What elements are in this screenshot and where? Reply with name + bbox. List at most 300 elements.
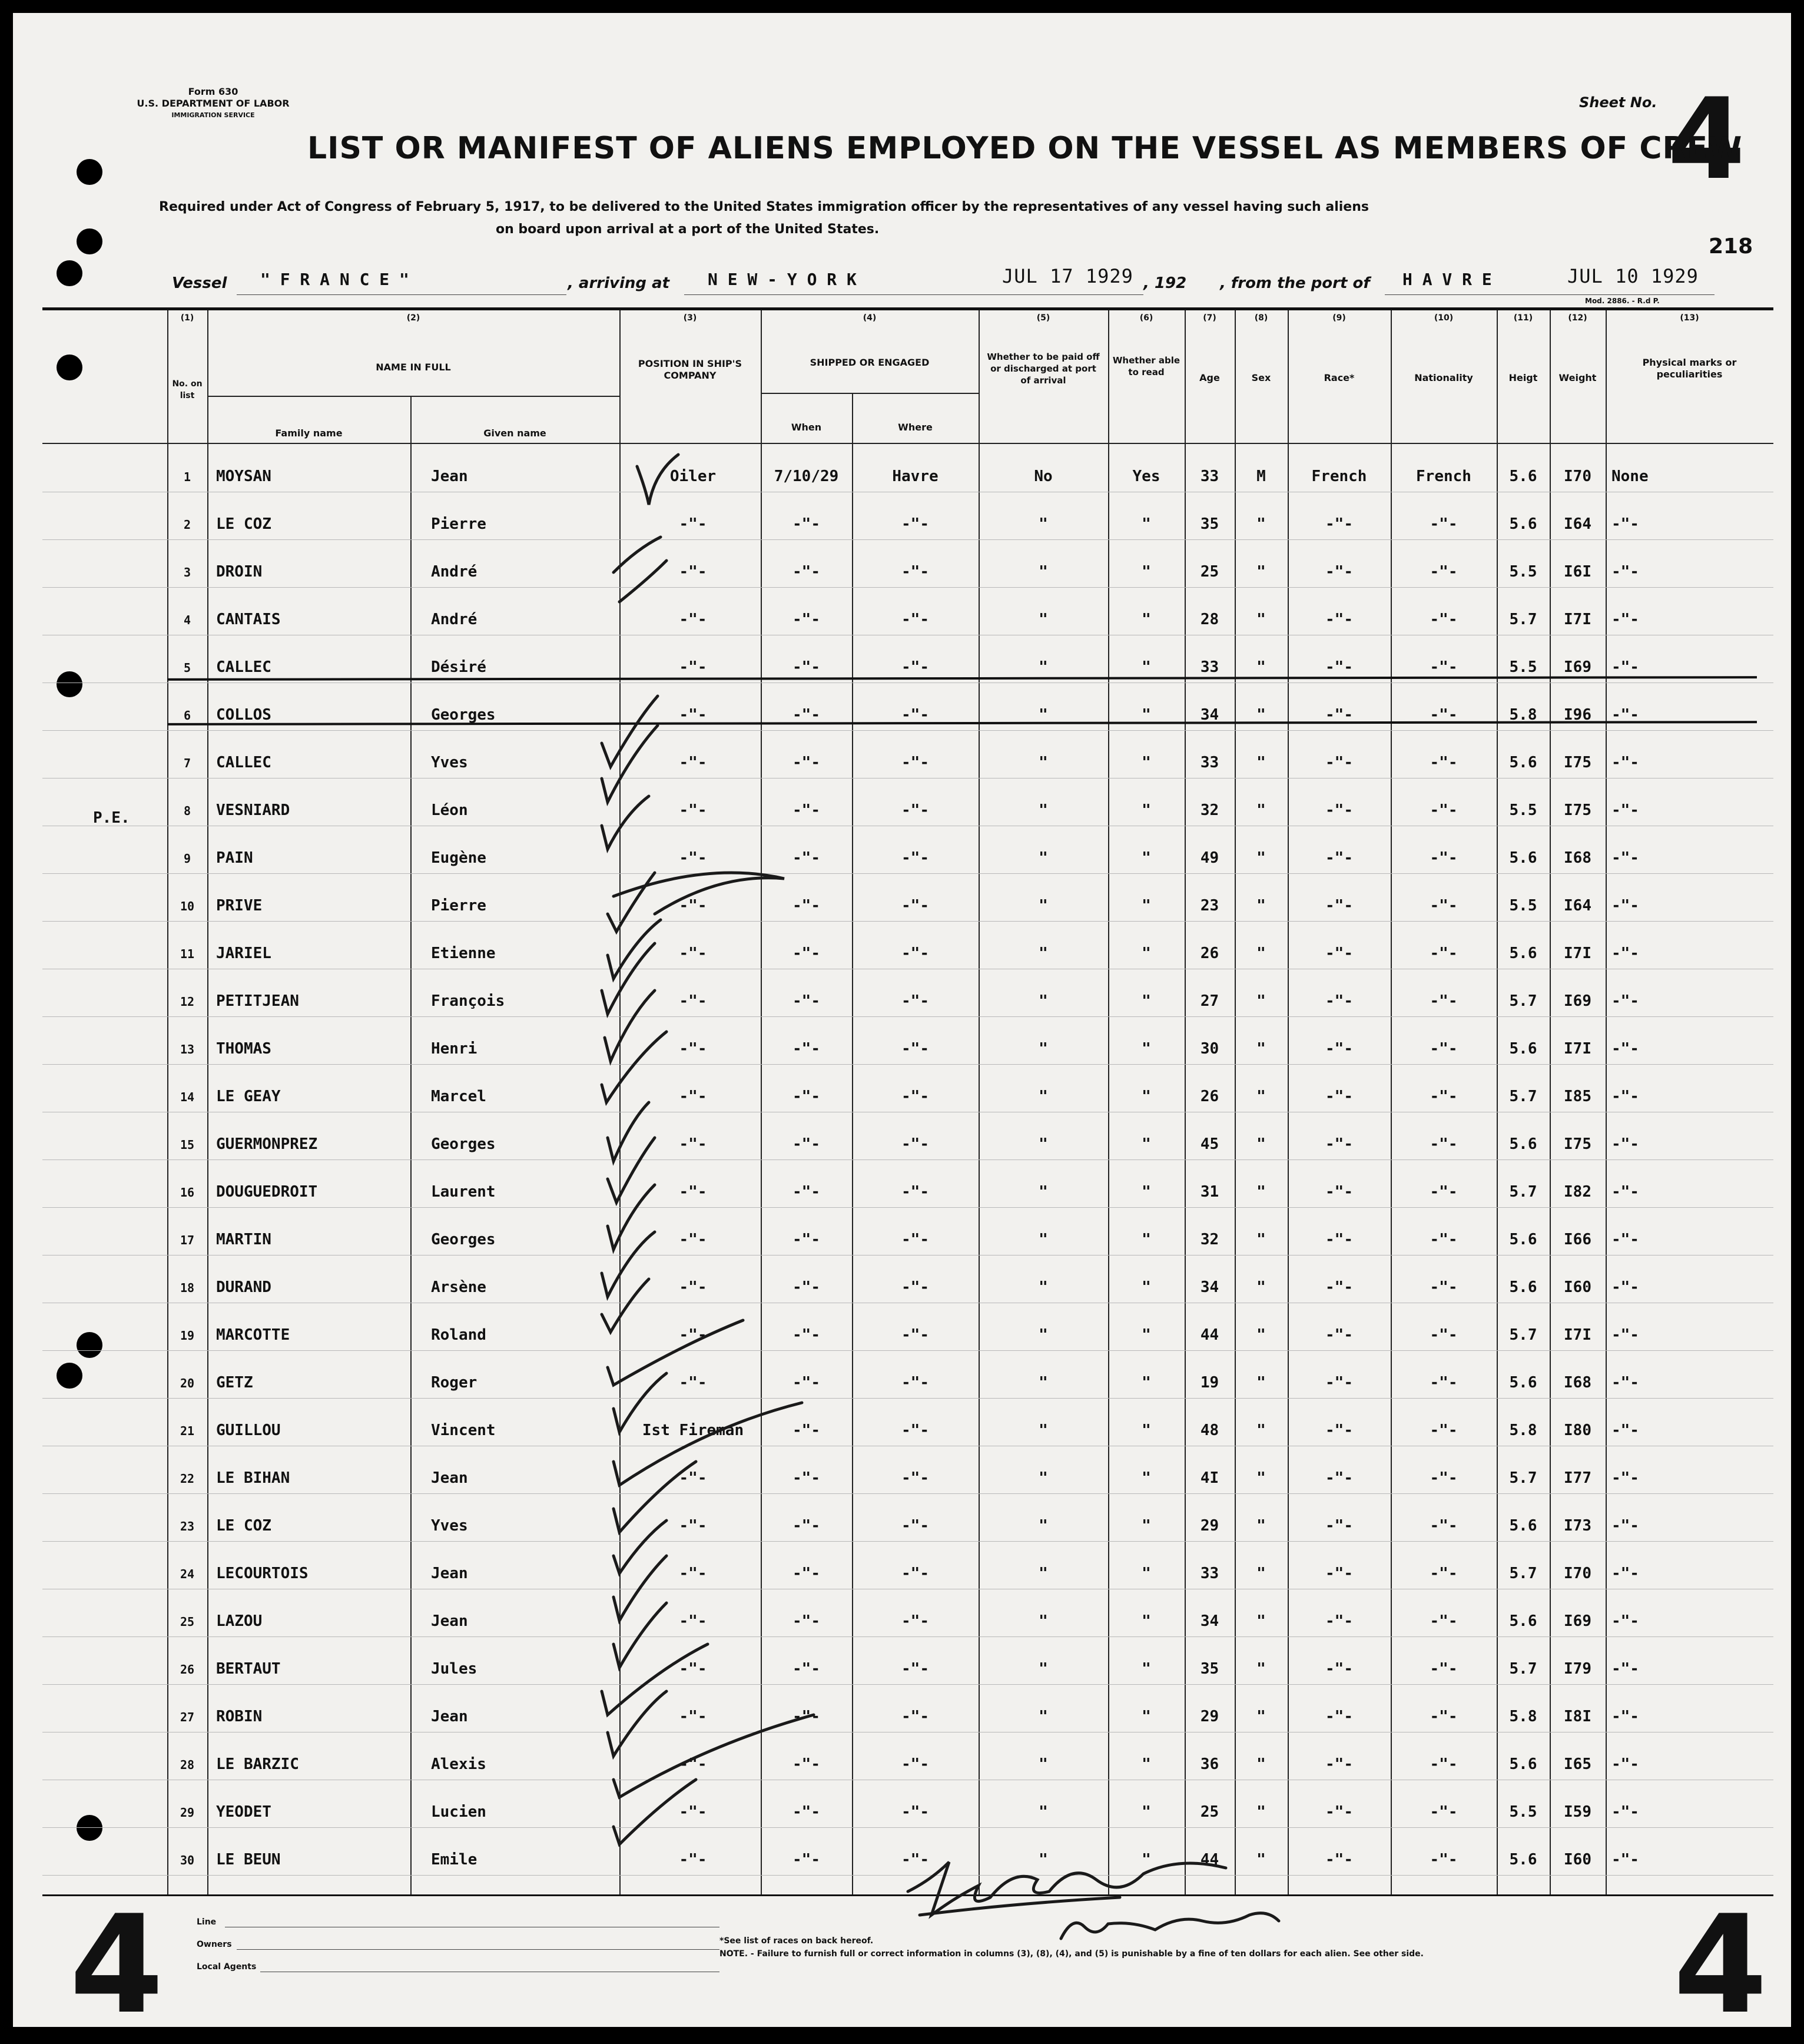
cell-weight: I82: [1564, 1183, 1591, 1201]
cell-no: 3: [183, 565, 191, 579]
corner-number-right: 4: [1673, 1887, 1768, 2044]
cell-height: 5.7: [1509, 1660, 1537, 1678]
cell-weight: I6I: [1564, 563, 1591, 581]
cell-weight: I77: [1564, 1469, 1591, 1487]
underline: [237, 1949, 719, 1950]
cell-when: -"-: [792, 1851, 820, 1869]
header-family-name: Family name: [275, 428, 343, 439]
cell-given: Jean: [431, 1708, 468, 1725]
cell-sex: ": [1256, 1803, 1266, 1821]
cell-nat: -"-: [1430, 1755, 1458, 1773]
cell-when: -"-: [792, 1517, 820, 1535]
cell-no: 15: [180, 1138, 195, 1152]
cell-weight: I69: [1564, 1612, 1591, 1630]
column-divider: [410, 396, 412, 1894]
header-name-in-full: NAME IN FULL: [376, 362, 451, 373]
cell-given: Pierre: [431, 897, 486, 915]
cell-family: VESNIARD: [216, 801, 290, 819]
check-marks: [590, 449, 837, 1850]
cell-marks: -"-: [1611, 1231, 1639, 1248]
row-rule: [42, 539, 1773, 540]
col-num: (8): [1254, 313, 1268, 323]
col-num: (9): [1332, 313, 1346, 323]
cell-marks: -"-: [1611, 897, 1639, 915]
cell-no: 18: [180, 1281, 195, 1295]
mod-note: Mod. 2886. - R.d P.: [1585, 297, 1660, 305]
cell-weight: I75: [1564, 1135, 1591, 1153]
cell-no: 29: [180, 1806, 195, 1820]
cell-height: 5.7: [1509, 1088, 1537, 1105]
from-label: , from the port of: [1220, 274, 1370, 292]
cell-sex: ": [1256, 801, 1266, 819]
cell-paid: No: [1034, 468, 1053, 485]
cell-age: 45: [1200, 1135, 1219, 1153]
cell-sex: ": [1256, 897, 1266, 915]
cell-nat: -"-: [1430, 1088, 1458, 1105]
cell-family: PAIN: [216, 849, 253, 867]
cell-no: 24: [180, 1567, 195, 1581]
header-race: Race*: [1324, 372, 1355, 383]
cell-race: French: [1311, 468, 1367, 485]
cell-race: -"-: [1325, 849, 1353, 867]
cell-sex: ": [1256, 1326, 1266, 1344]
cell-age: 4I: [1200, 1469, 1219, 1487]
cell-read: ": [1142, 1612, 1151, 1630]
cell-family: LE BIHAN: [216, 1469, 290, 1487]
cell-race: -"-: [1325, 945, 1353, 962]
cell-height: 5.6: [1509, 1851, 1537, 1869]
check-mark: [614, 1603, 666, 1668]
subtitle-line-2: on board upon arrival at a port of the United States.: [496, 222, 880, 237]
cell-no: 4: [183, 613, 191, 627]
cell-nat: -"-: [1430, 658, 1458, 676]
cell-where: -"-: [901, 1708, 929, 1725]
cell-paid: ": [1039, 992, 1048, 1010]
cell-position: Ist Fireman: [642, 1422, 744, 1439]
cell-where: -"-: [901, 658, 929, 676]
cell-weight: I7I: [1564, 1040, 1591, 1058]
cell-paid: ": [1039, 706, 1048, 724]
punch-hole: [57, 671, 82, 697]
cell-read: ": [1142, 992, 1151, 1010]
cell-where: Havre: [892, 468, 939, 485]
cell-paid: ": [1039, 754, 1048, 771]
cell-position: -"-: [679, 1803, 707, 1821]
cell-sex: ": [1256, 1660, 1266, 1678]
cell-position: -"-: [679, 1565, 707, 1582]
cell-age: 35: [1200, 515, 1219, 533]
cell-marks: -"-: [1611, 1469, 1639, 1487]
cell-family: LECOURTOIS: [216, 1565, 309, 1582]
cell-nat: -"-: [1430, 992, 1458, 1010]
cell-family: MARCOTTE: [216, 1326, 290, 1344]
cell-given: Jean: [431, 468, 468, 485]
cell-marks: -"-: [1611, 1755, 1639, 1773]
cell-sex: ": [1256, 992, 1266, 1010]
cell-age: 23: [1200, 897, 1219, 915]
cell-where: -"-: [901, 992, 929, 1010]
cell-given: Roland: [431, 1326, 486, 1344]
cell-marks: -"-: [1611, 1851, 1639, 1869]
cell-family: GUILLOU: [216, 1422, 281, 1439]
cell-family: LE BARZIC: [216, 1755, 299, 1773]
cell-when: -"-: [792, 563, 820, 581]
cell-height: 5.7: [1509, 992, 1537, 1010]
cell-height: 5.7: [1509, 611, 1537, 628]
arrival-date-stamp: JUL 17 1929: [1002, 265, 1133, 287]
cell-read: ": [1142, 1565, 1151, 1582]
cell-family: BERTAUT: [216, 1660, 281, 1678]
cell-no: 21: [180, 1424, 195, 1438]
underline: [1385, 294, 1715, 295]
cell-when: -"-: [792, 1135, 820, 1153]
cell-marks: -"-: [1611, 1374, 1639, 1392]
cell-given: Jules: [431, 1660, 477, 1678]
cell-race: -"-: [1325, 1851, 1353, 1869]
cell-marks: -"-: [1611, 1803, 1639, 1821]
punch-hole: [77, 228, 102, 254]
cell-sex: ": [1256, 1183, 1266, 1201]
cell-height: 5.6: [1509, 1517, 1537, 1535]
row-rule: [42, 1636, 1773, 1637]
cell-no: 14: [180, 1090, 195, 1104]
cell-marks: -"-: [1611, 945, 1639, 962]
departure-date-stamp: JUL 10 1929: [1567, 265, 1699, 287]
cell-marks: -"-: [1611, 611, 1639, 628]
cell-given: Emile: [431, 1851, 477, 1869]
cell-when: -"-: [792, 706, 820, 724]
cell-marks: -"-: [1611, 1040, 1639, 1058]
cell-position: -"-: [679, 1135, 707, 1153]
cell-given: François: [431, 992, 505, 1010]
cell-sex: ": [1256, 1278, 1266, 1296]
cell-no: 2: [183, 518, 191, 532]
cell-weight: I8I: [1564, 1708, 1591, 1725]
sheet-number: 4: [1667, 74, 1746, 204]
row-rule: [42, 1541, 1773, 1542]
cell-age: 28: [1200, 611, 1219, 628]
cell-position: -"-: [679, 992, 707, 1010]
departure-port: H A V R E: [1402, 270, 1492, 289]
cell-marks: -"-: [1611, 849, 1639, 867]
cell-when: -"-: [792, 1088, 820, 1105]
cell-when: -"-: [792, 1803, 820, 1821]
cell-family: DOUGUEDROIT: [216, 1183, 318, 1201]
owners-label: Owners: [197, 1940, 232, 1949]
cell-when: -"-: [792, 945, 820, 962]
cell-nat: -"-: [1430, 1612, 1458, 1630]
header-able-to-read: Whether able to read: [1112, 355, 1180, 377]
cell-read: ": [1142, 1851, 1151, 1869]
cell-marks: -"-: [1611, 754, 1639, 771]
form-block: [125, 86, 301, 121]
cell-height: 5.5: [1509, 801, 1537, 819]
cell-no: 22: [180, 1472, 195, 1486]
cell-position: -"-: [679, 1612, 707, 1630]
cell-paid: ": [1039, 1326, 1048, 1344]
cell-nat: -"-: [1430, 1422, 1458, 1439]
cell-age: 34: [1200, 706, 1219, 724]
cell-age: 44: [1200, 1851, 1219, 1869]
cell-position: -"-: [679, 1183, 707, 1201]
cell-where: -"-: [901, 1231, 929, 1248]
row-rule: [42, 1684, 1773, 1685]
cell-race: -"-: [1325, 1231, 1353, 1248]
header-age: Age: [1199, 372, 1220, 383]
cell-read: ": [1142, 515, 1151, 533]
cell-race: -"-: [1325, 1708, 1353, 1725]
cell-height: 5.5: [1509, 1803, 1537, 1821]
cell-given: Georges: [431, 1135, 496, 1153]
cell-race: -"-: [1325, 1803, 1353, 1821]
cell-nat: -"-: [1430, 515, 1458, 533]
cell-paid: ": [1039, 1660, 1048, 1678]
cell-when: 7/10/29: [774, 468, 839, 485]
cell-race: -"-: [1325, 897, 1353, 915]
cell-weight: I64: [1564, 897, 1591, 915]
cell-height: 5.8: [1509, 706, 1537, 724]
row-rule: [42, 1493, 1773, 1494]
cell-weight: I7I: [1564, 1326, 1591, 1344]
cell-where: -"-: [901, 1660, 929, 1678]
cell-race: -"-: [1325, 1374, 1353, 1392]
subtitle-line-1: Required under Act of Congress of February 5, 1917, to be delivered to the United States immigration officer by the representatives of any vessel having such aliens: [159, 200, 1369, 214]
cell-paid: ": [1039, 1517, 1048, 1535]
col-num: (1): [180, 313, 194, 323]
cell-no: 16: [180, 1185, 195, 1200]
cell-marks: -"-: [1611, 515, 1639, 533]
cell-weight: I69: [1564, 992, 1591, 1010]
cell-race: -"-: [1325, 1469, 1353, 1487]
cell-age: 32: [1200, 1231, 1219, 1248]
check-mark: [608, 1691, 666, 1756]
cell-given: Arsène: [431, 1278, 486, 1296]
cell-nat: -"-: [1430, 1278, 1458, 1296]
cell-read: ": [1142, 1755, 1151, 1773]
underline: [684, 294, 1143, 295]
header-shipped: SHIPPED OR ENGAGED: [810, 357, 930, 368]
cell-position: -"-: [679, 849, 707, 867]
header-no-on-list: No. on list: [172, 379, 203, 400]
cell-family: LE COZ: [216, 515, 271, 533]
cell-given: Eugène: [431, 849, 486, 867]
cell-where: -"-: [901, 897, 929, 915]
cell-no: 7: [183, 756, 191, 770]
cell-race: -"-: [1325, 515, 1353, 533]
cell-given: Léon: [431, 801, 468, 819]
cell-read: ": [1142, 1803, 1151, 1821]
cell-paid: ": [1039, 897, 1048, 915]
cell-nat: French: [1416, 468, 1471, 485]
cell-when: -"-: [792, 897, 820, 915]
cell-paid: ": [1039, 1851, 1048, 1869]
cell-no: 12: [180, 995, 195, 1009]
punch-hole: [77, 1815, 102, 1841]
cell-race: -"-: [1325, 1565, 1353, 1582]
col-num: (3): [683, 313, 697, 323]
cell-age: 26: [1200, 945, 1219, 962]
cell-height: 5.6: [1509, 1755, 1537, 1773]
cell-position: -"-: [679, 1040, 707, 1058]
cell-sex: ": [1256, 515, 1266, 533]
header-nationality: Nationality: [1414, 372, 1473, 383]
cell-weight: I60: [1564, 1851, 1591, 1869]
cell-no: 28: [180, 1758, 195, 1772]
col-num: (4): [863, 313, 877, 323]
cell-where: -"-: [901, 1088, 929, 1105]
cell-race: -"-: [1325, 1135, 1353, 1153]
cell-height: 5.8: [1509, 1708, 1537, 1725]
header-weight: Weight: [1558, 372, 1597, 383]
cell-when: -"-: [792, 1660, 820, 1678]
cell-no: 5: [183, 661, 191, 675]
cell-position: Oiler: [669, 468, 717, 485]
cell-when: -"-: [792, 1183, 820, 1201]
cell-sex: ": [1256, 1708, 1266, 1725]
cell-position: -"-: [679, 801, 707, 819]
cell-age: 27: [1200, 992, 1219, 1010]
cell-marks: -"-: [1611, 1088, 1639, 1105]
cell-age: 36: [1200, 1755, 1219, 1773]
cell-nat: -"-: [1430, 1660, 1458, 1678]
cell-read: ": [1142, 1660, 1151, 1678]
cell-read: ": [1142, 801, 1151, 819]
header-bottom-rule: [42, 443, 1773, 444]
cell-weight: I70: [1564, 468, 1591, 485]
cell-where: -"-: [901, 611, 929, 628]
cell-sex: ": [1256, 706, 1266, 724]
cell-paid: ": [1039, 1755, 1048, 1773]
row-rule: [42, 730, 1773, 731]
cell-where: -"-: [901, 1040, 929, 1058]
cell-position: -"-: [679, 897, 707, 915]
cell-age: 30: [1200, 1040, 1219, 1058]
penalty-note: NOTE. - Failure to furnish full or correct information in columns (3), (8), (4), and (5) is punishable by a fine of ten dollars for each alien. See other side.: [719, 1949, 1424, 1959]
cell-sex: ": [1256, 1088, 1266, 1105]
cell-sex: ": [1256, 1374, 1266, 1392]
cell-position: -"-: [679, 1660, 707, 1678]
punch-hole: [57, 260, 82, 286]
races-note: *See list of races on back hereof.: [719, 1936, 874, 1946]
cell-read: ": [1142, 1088, 1151, 1105]
cell-paid: ": [1039, 849, 1048, 867]
cell-read: Yes: [1132, 468, 1160, 485]
department: U.S. DEPARTMENT OF LABOR: [137, 98, 290, 109]
cell-paid: ": [1039, 515, 1048, 533]
signature-mark: [896, 1827, 1320, 1956]
cell-when: -"-: [792, 1326, 820, 1344]
vessel-name: " F R A N C E ": [260, 270, 409, 289]
underline: [237, 294, 566, 295]
cell-marks: -"-: [1611, 658, 1639, 676]
cell-family: DROIN: [216, 563, 263, 581]
cell-race: -"-: [1325, 992, 1353, 1010]
shipped-subhead-rule: [761, 393, 979, 394]
sheet-label: Sheet No.: [1579, 94, 1657, 111]
cell-when: -"-: [792, 1422, 820, 1439]
cell-no: 23: [180, 1519, 195, 1533]
column-divider: [207, 310, 208, 1894]
cell-weight: I68: [1564, 849, 1591, 867]
vessel-label: Vessel: [172, 274, 227, 292]
cell-no: 13: [180, 1042, 195, 1056]
cell-sex: ": [1256, 1755, 1266, 1773]
cell-read: ": [1142, 1708, 1151, 1725]
cell-nat: -"-: [1430, 611, 1458, 628]
service: IMMIGRATION SERVICE: [171, 111, 255, 119]
header-position: POSITION IN SHIP'S COMPANY: [638, 358, 742, 381]
cell-given: Jean: [431, 1469, 468, 1487]
cell-height: 5.5: [1509, 897, 1537, 915]
cell-no: 9: [183, 852, 191, 866]
cell-marks: -"-: [1611, 1278, 1639, 1296]
cell-where: -"-: [901, 945, 929, 962]
cell-sex: M: [1256, 468, 1266, 485]
header-paid-off: Whether to be paid off or discharged at port of arrival: [987, 352, 1100, 386]
cell-sex: ": [1256, 1422, 1266, 1439]
cell-position: -"-: [679, 1088, 707, 1105]
cell-given: Laurent: [431, 1183, 496, 1201]
arriving-label: , arriving at: [568, 274, 670, 292]
cell-age: 31: [1200, 1183, 1219, 1201]
cell-height: 5.6: [1509, 515, 1537, 533]
cell-no: 19: [180, 1329, 195, 1343]
cell-given: Vincent: [431, 1422, 496, 1439]
cell-nat: -"-: [1430, 1803, 1458, 1821]
cell-read: ": [1142, 1135, 1151, 1153]
cell-height: 5.6: [1509, 754, 1537, 771]
cell-family: JARIEL: [216, 945, 271, 962]
cell-weight: I60: [1564, 1278, 1591, 1296]
cell-read: ": [1142, 706, 1151, 724]
cell-family: ROBIN: [216, 1708, 263, 1725]
cell-nat: -"-: [1430, 945, 1458, 962]
check-mark: [608, 1102, 649, 1161]
cell-when: -"-: [792, 658, 820, 676]
cell-given: Marcel: [431, 1088, 486, 1105]
cell-family: PETITJEAN: [216, 992, 299, 1010]
cell-nat: -"-: [1430, 1135, 1458, 1153]
cell-when: -"-: [792, 1040, 820, 1058]
cell-height: 5.5: [1509, 563, 1537, 581]
cell-read: ": [1142, 1517, 1151, 1535]
cell-family: LE COZ: [216, 1517, 271, 1535]
page-title: LIST OR MANIFEST OF ALIENS EMPLOYED ON THE VESSEL AS MEMBERS OF CREW: [307, 131, 1743, 166]
cell-where: -"-: [901, 754, 929, 771]
cell-sex: ": [1256, 754, 1266, 771]
cell-nat: -"-: [1430, 801, 1458, 819]
cell-nat: -"-: [1430, 563, 1458, 581]
cell-sex: ": [1256, 1469, 1266, 1487]
strike-line: [167, 676, 1757, 681]
col-num: (5): [1036, 313, 1050, 323]
header-sex: Sex: [1251, 372, 1271, 383]
cell-height: 5.6: [1509, 945, 1537, 962]
cell-weight: I75: [1564, 801, 1591, 819]
cell-family: LE GEAY: [216, 1088, 281, 1105]
cell-position: -"-: [679, 1374, 707, 1392]
cell-given: Etienne: [431, 945, 496, 962]
cell-position: -"-: [679, 1231, 707, 1248]
cell-read: ": [1142, 1374, 1151, 1392]
row-rule: [42, 873, 1773, 874]
cell-weight: I73: [1564, 1517, 1591, 1535]
row-rule: [42, 921, 1773, 922]
cell-marks: -"-: [1611, 1565, 1639, 1582]
cell-age: 48: [1200, 1422, 1219, 1439]
cell-marks: -"-: [1611, 1422, 1639, 1439]
cell-paid: ": [1039, 1278, 1048, 1296]
